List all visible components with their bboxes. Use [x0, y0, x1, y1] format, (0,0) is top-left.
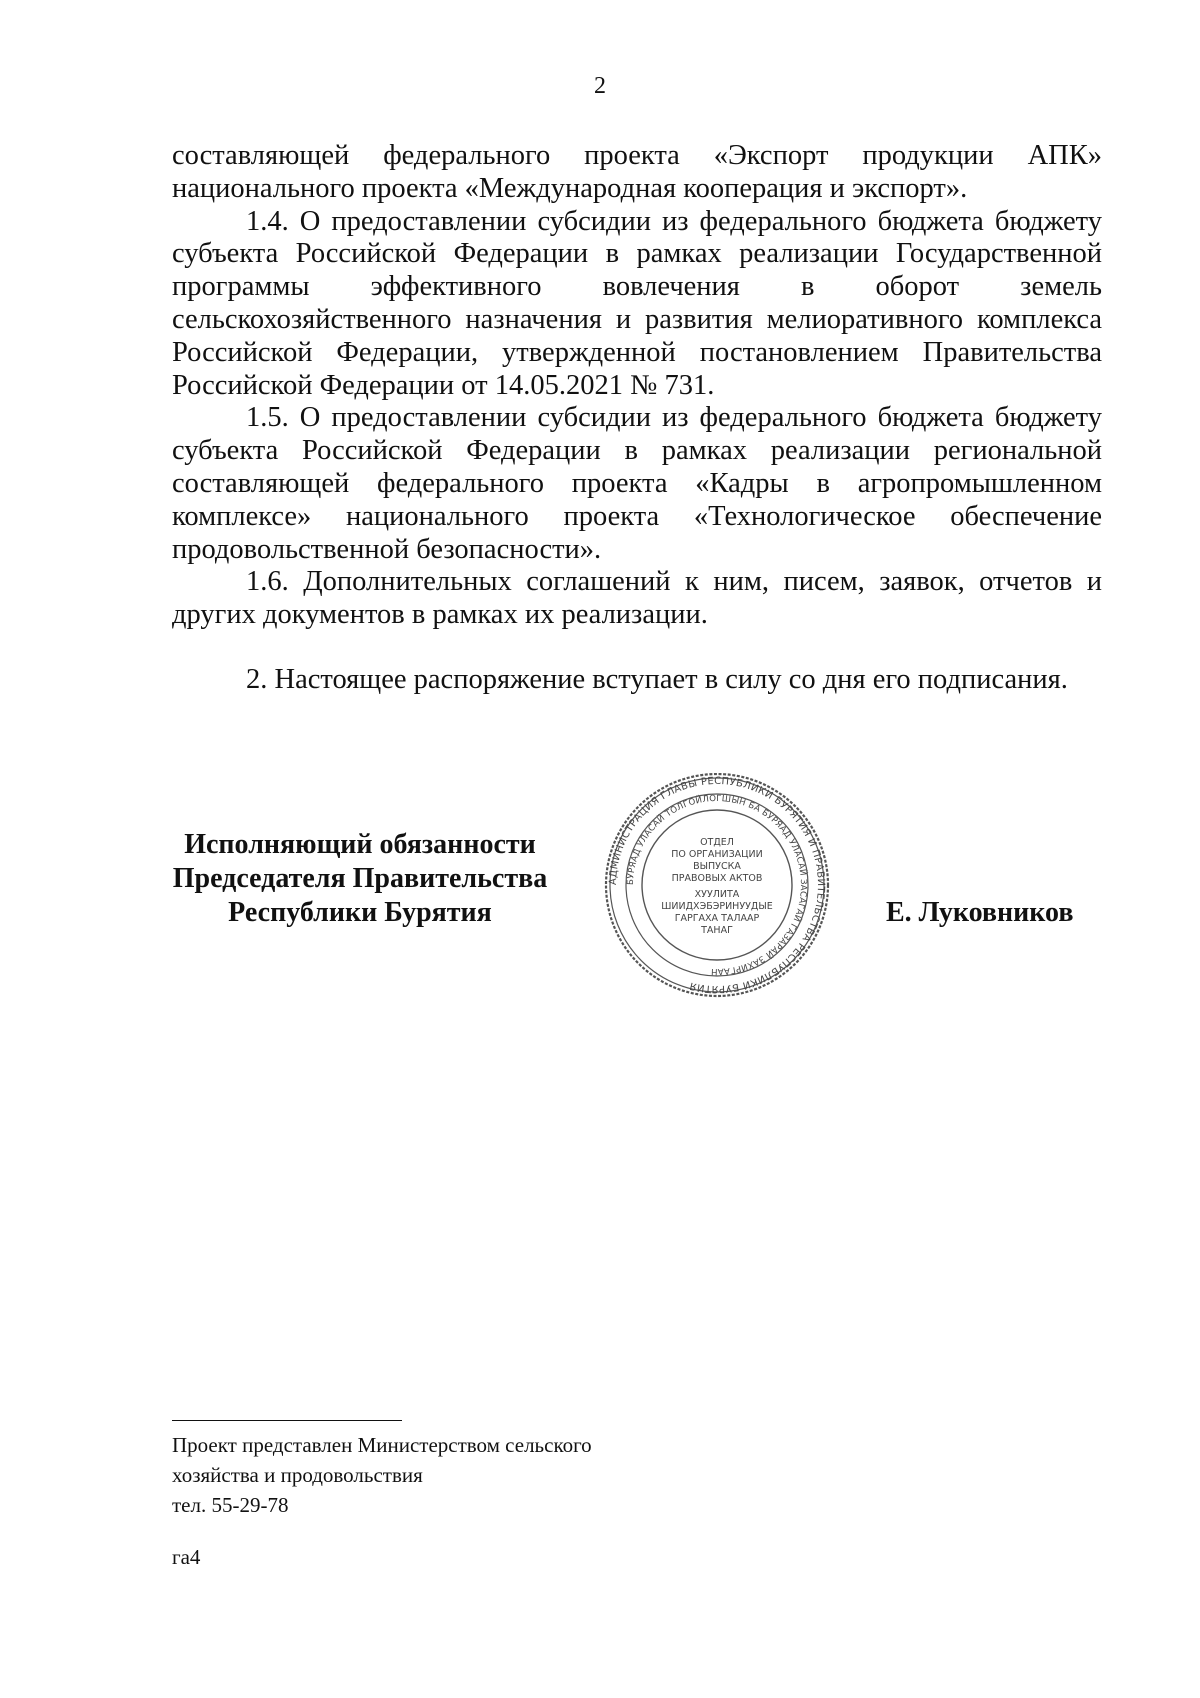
signatory-name: Е. Луковников	[886, 897, 1074, 928]
seal-center-text: ВЫПУСКА	[693, 861, 741, 872]
seal-center-text: ОТДЕЛ	[700, 837, 734, 848]
footnote-phone: тел. 55-29-78	[172, 1493, 289, 1517]
seal-center-text: ХУУЛИТА	[694, 889, 740, 900]
footnote-divider	[172, 1420, 402, 1421]
seal-center-text: ГАРГАХА ТАЛААР	[674, 913, 760, 924]
seal-outer-ring-text: АДМИНИСТРАЦИЯ ГЛАВЫ РЕСПУБЛИКИ БУРЯТИЯ И ПРАВИТЕЛЬСТВА РЕСПУБЛИКИ БУРЯТИЯ	[607, 775, 827, 995]
document-body	[172, 140, 1102, 697]
paragraph-continuation: составляющей федерального проекта «Экспорт продукции АПК» национального проекта «Международная кооперация и экспорт».	[172, 140, 1102, 204]
footnote	[172, 1430, 772, 1520]
seal-rings	[606, 774, 828, 996]
footnote-line: Проект представлен Министерством сельского	[172, 1433, 592, 1457]
signatory-title-line: Председателя Правительства	[172, 863, 548, 894]
footnote-line: хозяйства и продовольствия	[172, 1463, 423, 1487]
seal-center-text: ТАНАГ	[701, 925, 733, 936]
seal-center-text: ШИИДХЭБЭРИНУУДЫЕ	[661, 901, 773, 912]
seal-center-text: ПО ОРГАНИЗАЦИИ	[671, 849, 763, 860]
page-number: 2	[594, 73, 606, 99]
signatory-title	[150, 828, 570, 930]
official-seal-stamp	[597, 773, 837, 998]
paragraph-1-6: 1.6. Дополнительных соглашений к ним, писем, заявок, отчетов и других документов в рамках их реализации.	[172, 566, 1102, 631]
paragraph-2: 2. Настоящее распоряжение вступает в силу со дня его подписания.	[246, 663, 1068, 695]
paragraph-1-5: 1.5. О предоставлении субсидии из федерального бюджета бюджету субъекта Российской Федерации в рамках реализации региональной составляющей федерального проекта «Кадры в агропромышленном комплексе» национального проекта «Технологическое обеспечение продовольственной безопасности».	[172, 402, 1102, 565]
document-code: га4	[172, 1545, 201, 1569]
seal-inner-ring-text: БУРЯАД УЛАСАЙ ТОЛГОЙЛОГШЫН БА БУРЯАД УЛАСАЙ ЗАСАГАЙ ГАЗАРАЙ ЗАХИРГААН	[625, 793, 809, 977]
signatory-title-line: Исполняющий обязанности	[184, 829, 536, 860]
paragraph-1-4: 1.4. О предоставлении субсидии из федерального бюджета бюджету субъекта Российской Федерации в рамках реализации Государственной программы эффективного вовлечения в оборот земель сельскохозяйственного назначения и развития мелиоративного комплекса Российской Федерации, утвержденной постановлением Правительства Российской Федерации от 14.05.2021 № 731.	[172, 205, 1102, 401]
seal-center-text: ПРАВОВЫХ АКТОВ	[671, 873, 763, 884]
signatory-title-line: Республики Бурятия	[228, 897, 492, 928]
